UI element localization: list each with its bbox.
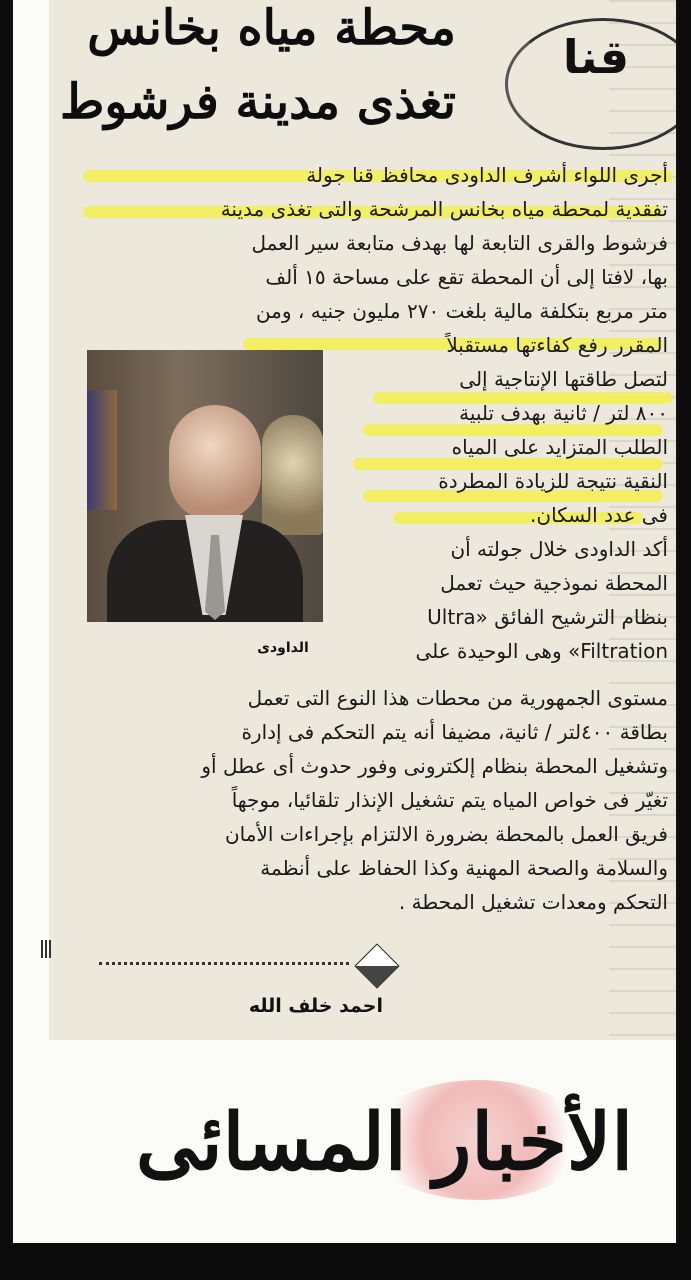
article-line: وتشغيل المحطة بنظام إلكترونى وفور حدوث أى عطل أو — [201, 754, 668, 778]
portrait-head — [169, 405, 261, 521]
article-line: أجرى اللواء أشرف الداودى محافظ قنا جولة — [306, 163, 668, 187]
article-line: أكد الداودى خلال جولته أن — [450, 537, 668, 561]
vertical-bars-mark — [41, 940, 53, 958]
photo-caption: الداودى — [257, 640, 309, 656]
trophy-shape — [262, 415, 323, 535]
headline-line-1: محطة مياه بخانس — [87, 0, 456, 56]
article-line: المحطة نموذجية حيث تعمل — [440, 571, 668, 595]
article-line: لتصل طاقتها الإنتاجية إلى — [459, 367, 668, 391]
headline-line-2: تغذى مدينة فرشوط — [59, 74, 456, 130]
kicker-label: قنا — [562, 30, 630, 84]
article-line: متر مربع بتكلفة مالية بلغت ٢٧٠ مليون جنيه ، ومن — [255, 299, 668, 323]
newspaper-logo-text: الأخبار المسائى — [135, 1097, 633, 1188]
bottom-border — [0, 1244, 691, 1280]
article-line: بطاقة ٤٠٠لتر / ثانية، مضيفا أنه يتم التحكم فى إدارة — [241, 720, 668, 744]
article-line: المقرر رفع كفاءتها مستقبلاً — [446, 333, 668, 357]
article-line: التحكم ومعدات تشغيل المحطة . — [398, 890, 668, 914]
article-line: تغيّر فى خواص المياه يتم تشغيل الإنذار تلقائيا، موجهاً — [231, 788, 668, 812]
article-line: فى عدد السكان. — [530, 503, 668, 527]
article-line: فريق العمل بالمحطة بضرورة الالتزام بإجراءات الأمان — [224, 822, 668, 846]
article-line: بها، لافتا إلى أن المحطة تقع على مساحة ١٥ ألف — [265, 265, 668, 289]
byline: احمد خلف الله — [248, 995, 383, 1017]
article-line: تفقدية لمحطة مياه بخانس المرشحة والتى تغذى مدينة — [220, 197, 668, 221]
clipping-frame — [10, 0, 679, 1243]
article-line: Filtration» وهى الوحيدة على — [415, 639, 668, 663]
dotted-divider — [99, 962, 349, 965]
newspaper-logo — [135, 1080, 633, 1210]
portrait-photo — [87, 350, 323, 622]
article-line: والسلامة والصحة المهنية وكذا الحفاظ على أنظمة — [260, 856, 668, 880]
article-line: مستوى الجمهورية من محطات هذا النوع التى تعمل — [247, 686, 668, 710]
article-line: ٨٠٠ لتر / ثانية بهدف تلبية — [459, 401, 668, 425]
article-line: بنظام الترشيح الفائق «Ultra — [427, 605, 668, 629]
article-line: النقية نتيجة للزيادة المطردة — [438, 469, 668, 493]
flag-shape — [87, 390, 117, 510]
article-line: فرشوط والقرى التابعة لها بهدف متابعة سير العمل — [251, 231, 668, 255]
article-line: الطلب المتزايد على المياه — [451, 435, 668, 459]
